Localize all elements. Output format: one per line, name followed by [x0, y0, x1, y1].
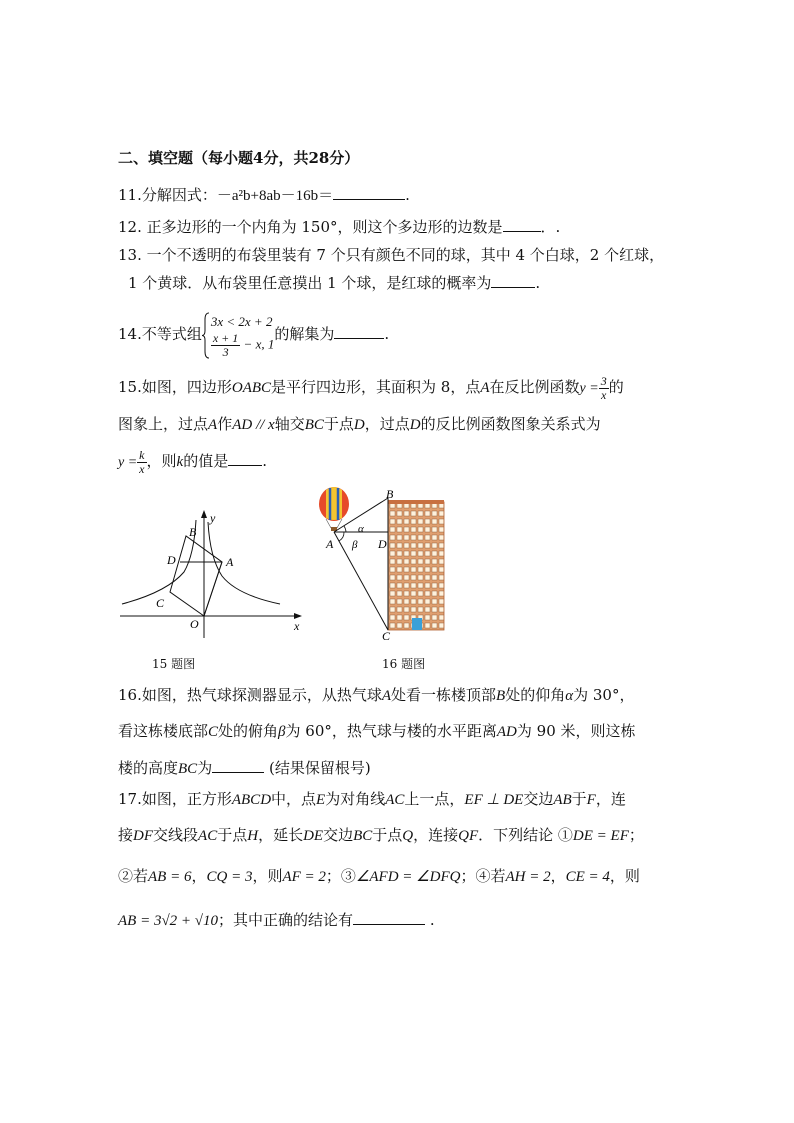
q17-l1e: 交边: [523, 790, 554, 808]
q17-F: F: [586, 792, 596, 808]
q15-A-2: A: [208, 417, 218, 433]
fig16-label-D: D: [378, 537, 387, 551]
q15-fraction-2: [137, 449, 146, 476]
q17-AB: AB: [553, 792, 572, 808]
q17-l1a: 17.如图，正方形: [118, 790, 232, 808]
figure-16-caption: 16 题图: [382, 657, 426, 671]
q17-sep-1: ，: [191, 867, 207, 885]
q17-l3a: ②若: [118, 867, 149, 885]
q14-suffix-text: 的解集为: [274, 325, 335, 343]
question-14: [118, 306, 389, 362]
q15-l2c: 轴交: [274, 415, 305, 433]
question-15-line2: [118, 414, 601, 435]
q14-row2-tail: − x, 1: [243, 335, 275, 351]
hot-air-balloon-icon: [319, 487, 349, 531]
q12-suffix: ．.: [540, 218, 561, 236]
q12-answer-blank[interactable]: [503, 217, 541, 232]
q16-l2c: 为 60°，热气球与楼的水平距离: [285, 722, 497, 740]
q15-l1c: 在反比例函数: [489, 378, 580, 396]
q15-y-eq: y =: [579, 381, 599, 396]
q16-C: C: [208, 724, 219, 740]
q17-l1d: 上一点，: [404, 790, 465, 808]
fig16-label-A: A: [326, 537, 334, 551]
q17-answer-blank[interactable]: [353, 910, 425, 925]
q17-l2d: ，延长: [258, 826, 304, 844]
q16-B: B: [496, 688, 506, 704]
question-17-line4: [118, 910, 435, 931]
fig15-label-O: O: [190, 617, 199, 631]
q13-suffix: .: [535, 274, 541, 292]
q17-l4a: ；其中正确的结论有: [218, 911, 354, 929]
q17-l3d: ；④若: [460, 867, 506, 885]
q17-AC-2: AC: [198, 828, 218, 844]
q14-row1: 3x < 2x + 2: [210, 313, 273, 329]
q14-frac-num: x + 1: [212, 330, 239, 345]
q17-l3e: ，则: [609, 867, 640, 885]
q15-fraction-1: [599, 375, 609, 402]
q17-Q: Q: [402, 828, 414, 844]
q11-expression: －a²b+8ab－16b＝: [216, 188, 334, 204]
figure-15: [112, 500, 312, 640]
q15-AD-x: AD // x: [232, 417, 275, 433]
q15-D-2: D: [409, 417, 421, 433]
q17-l1b: 中，点: [271, 790, 317, 808]
question-13-line1: 13. 一个不透明的布袋里装有 7 个只有颜色不同的球，其中 4 个白球，2 个红球，: [118, 246, 665, 264]
q15-l2f: 的反比例函数图象关系式为: [420, 415, 601, 433]
fig15-parallelogram: [170, 536, 222, 616]
q17-BC: BC: [353, 828, 373, 844]
fig15-label-D: D: [167, 553, 176, 567]
q17-c4b: CE = 4: [565, 869, 610, 885]
question-16-line2: [118, 721, 636, 742]
q17-l1c: 为对角线: [325, 790, 386, 808]
q17-c2a: AB = 6: [148, 869, 192, 885]
q17-c4c: AB = 3√2 + √10: [118, 913, 219, 929]
q15-l2e: ，过点: [364, 415, 410, 433]
q15-answer-blank[interactable]: [228, 451, 262, 466]
q15-l1b: 是平行四边形，其面积为 8，点: [271, 378, 481, 396]
q14-fraction: [211, 332, 240, 359]
q14-row2: [211, 332, 274, 359]
q11-prefix: 11.分解因式：: [118, 186, 217, 204]
q17-ABCD: ABCD: [231, 792, 272, 808]
q15-l1a: 15.如图，四边形: [118, 378, 232, 396]
q11-answer-blank[interactable]: [333, 185, 405, 200]
q17-l2i: ；: [628, 826, 644, 844]
fig16-label-beta: β: [352, 539, 358, 551]
q15-l3a: ，则: [146, 452, 177, 470]
q16-l1b: 处看一栋楼顶部: [391, 686, 497, 704]
q15-l2b: 作: [217, 415, 233, 433]
q15-l1d: 的: [608, 378, 624, 396]
q16-l2a: 看这栋楼底部: [118, 722, 209, 740]
q17-l1g: ，连: [595, 790, 626, 808]
q16-l3a: 楼的高度: [118, 759, 179, 777]
q17-H: H: [247, 828, 259, 844]
q15-A: A: [480, 380, 490, 396]
building: [388, 502, 444, 630]
q17-l2f: 于点: [372, 826, 403, 844]
q14-brace: [202, 312, 210, 359]
q15-BC: BC: [304, 417, 324, 433]
q17-QF: QF: [458, 828, 479, 844]
fig15-label-A: A: [226, 555, 234, 569]
fig15-label-y: y: [210, 511, 216, 525]
q17-l4end: .: [429, 911, 435, 929]
q17-E: E: [316, 792, 326, 808]
building-roof: [388, 500, 444, 504]
question-17-line2: [118, 825, 644, 846]
q11-suffix: .: [405, 186, 410, 204]
q17-l3b: ，则: [252, 867, 283, 885]
fig16-label-C: C: [382, 629, 391, 642]
q14-end: .: [384, 325, 390, 343]
q17-l2e: 交边: [323, 826, 354, 844]
fig15-label-C: C: [156, 596, 165, 610]
q15-y-eq-2: y =: [118, 455, 138, 470]
q16-l3b: 为: [197, 759, 213, 777]
q15-f1-den: x: [601, 387, 607, 402]
q15-l3b: 的值是: [183, 452, 229, 470]
q12-text: 12. 正多边形的一个内角为 150°，则这个多边形的边数是: [118, 218, 503, 236]
q15-l3end: .: [262, 452, 267, 470]
question-11: [118, 185, 410, 206]
q16-beta: β: [278, 724, 286, 740]
q14-answer-blank[interactable]: [334, 324, 384, 339]
fig16-label-B: B: [386, 487, 394, 501]
q17-c4a: AH = 2: [505, 869, 551, 885]
q15-f2-den: x: [139, 461, 145, 476]
q17-l2b: 交线段: [153, 826, 199, 844]
q17-l2a: 接: [118, 826, 134, 844]
q17-l3c: ；③: [325, 867, 356, 885]
q15-k: k: [176, 454, 184, 470]
fig15-y-arrow: [201, 510, 207, 518]
figure-16: [312, 486, 452, 642]
q16-BC: BC: [178, 761, 198, 777]
q16-l3c: (结果保留根号): [268, 759, 371, 777]
question-16-line1: [118, 685, 634, 706]
q16-answer-blank[interactable]: [212, 758, 264, 773]
fig15-label-x: x: [294, 619, 300, 633]
q14-prefix: 14.不等式组: [118, 325, 202, 343]
q17-c2c: AF = 2: [282, 869, 326, 885]
building-door: [412, 618, 422, 630]
fig16-alpha-arc: [344, 526, 346, 532]
q15-l2d: 于点: [323, 415, 354, 433]
q13-line2-text: 1 个黄球．从布袋里任意摸出 1 个球，是红球的概率为: [128, 274, 492, 292]
fig15-label-B: B: [189, 525, 197, 539]
question-17-line1: [118, 789, 626, 810]
fig16-beta-arc: [339, 532, 344, 541]
question-16-line3: [118, 758, 371, 779]
q14-frac-den: 3: [222, 344, 229, 359]
q17-EF-perp-DE: EF ⊥ DE: [464, 792, 524, 808]
fig16-label-alpha: α: [358, 523, 364, 535]
section-title: 二、填空题（每小题4分，共28分）: [118, 149, 360, 167]
q16-A: A: [381, 688, 392, 704]
q17-DF: DF: [133, 828, 154, 844]
q13-answer-blank[interactable]: [491, 273, 535, 288]
q17-conclusion-3: ∠AFD = ∠DFQ: [355, 869, 461, 885]
question-12: [118, 217, 560, 237]
q17-l1f: 于: [571, 790, 587, 808]
q16-l1a: 16.如图，热气球探测器显示，从热气球: [118, 686, 382, 704]
q17-c2b: CQ = 3: [206, 869, 253, 885]
question-15-line3: [118, 446, 267, 478]
q15-l2a: 图象上，过点: [118, 415, 209, 433]
q17-l2g: ，连接: [413, 826, 459, 844]
q16-AD: AD: [496, 724, 517, 740]
q17-l2c: 于点: [217, 826, 248, 844]
q17-DE: DE: [303, 828, 324, 844]
q17-conclusion-1: DE = EF: [572, 828, 629, 844]
q16-l2b: 处的俯角: [218, 722, 279, 740]
q15-OABC: OABC: [231, 380, 272, 396]
fig15-right-curve: [208, 522, 280, 604]
question-13-line2: [128, 273, 540, 293]
q16-l1c: 处的仰角: [505, 686, 566, 704]
q16-alpha: α: [565, 688, 574, 704]
q16-l1d: 为 30°，: [573, 686, 635, 704]
q15-D: D: [353, 417, 365, 433]
q15-f2-num: k: [139, 447, 145, 462]
question-17-line3: [118, 866, 640, 887]
q15-f1-num: 3: [600, 373, 607, 388]
q17-l2h: ．下列结论 ①: [478, 826, 573, 844]
question-15-line1: [118, 372, 624, 404]
q17-sep-2: ，: [550, 867, 566, 885]
q17-AC: AC: [385, 792, 405, 808]
q16-l2d: 为 90 米，则这栋: [516, 722, 636, 740]
figure-15-caption: 15 题图: [152, 657, 196, 671]
q14-inequality-system: [202, 312, 274, 359]
fig15-segment-OA: [204, 562, 222, 616]
